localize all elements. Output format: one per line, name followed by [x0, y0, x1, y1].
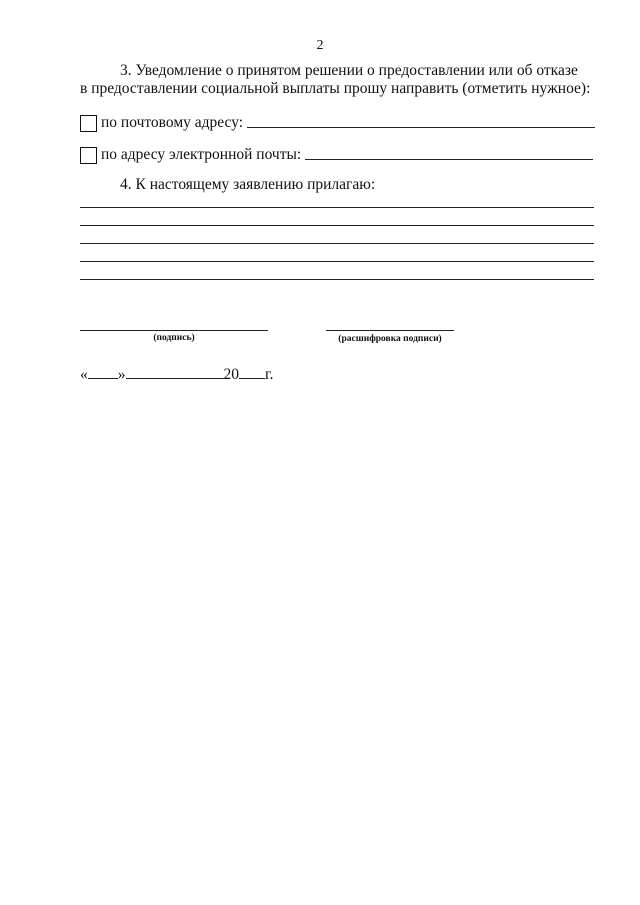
signature-line[interactable] — [80, 330, 268, 331]
section-3-line-1: 3. Уведомление о принятом решении о предоставлении или об отказе — [120, 62, 578, 79]
section-3-paragraph — [80, 62, 596, 98]
signature-decoding-line[interactable] — [326, 330, 454, 331]
date-line — [80, 364, 273, 384]
section-3-line-2: в предоставлении социальной выплаты прошу направить (отметить нужное): — [80, 80, 591, 97]
email-field[interactable] — [305, 159, 593, 160]
attachment-line-2[interactable] — [80, 225, 594, 226]
attachment-line-1[interactable] — [80, 207, 594, 208]
email-label: по адресу электронной почты: — [101, 146, 302, 163]
page-number: 2 — [316, 38, 324, 53]
email-checkbox[interactable] — [80, 147, 97, 164]
option-postal-address[interactable] — [80, 112, 595, 132]
date-year-prefix: 20 — [223, 366, 239, 383]
date-open-quote: « — [80, 366, 88, 383]
signature-decoding-caption: (расшифровка подписи) — [338, 334, 442, 344]
attachment-line-5[interactable] — [80, 279, 594, 280]
date-year-suffix: г. — [265, 366, 274, 383]
date-year-field[interactable] — [239, 364, 265, 379]
date-month-field[interactable] — [126, 364, 224, 379]
section-4-heading: 4. К настоящему заявлению прилагаю: — [120, 176, 376, 193]
attachment-line-4[interactable] — [80, 261, 594, 262]
signature-caption: (подпись) — [153, 333, 195, 343]
date-close-quote: » — [117, 366, 126, 383]
option-email-address[interactable] — [80, 144, 593, 164]
postal-address-field[interactable] — [247, 127, 595, 128]
attachment-line-3[interactable] — [80, 243, 594, 244]
date-day-field[interactable] — [88, 364, 118, 379]
postal-address-label: по почтовому адресу: — [101, 114, 244, 131]
postal-address-checkbox[interactable] — [80, 115, 97, 132]
